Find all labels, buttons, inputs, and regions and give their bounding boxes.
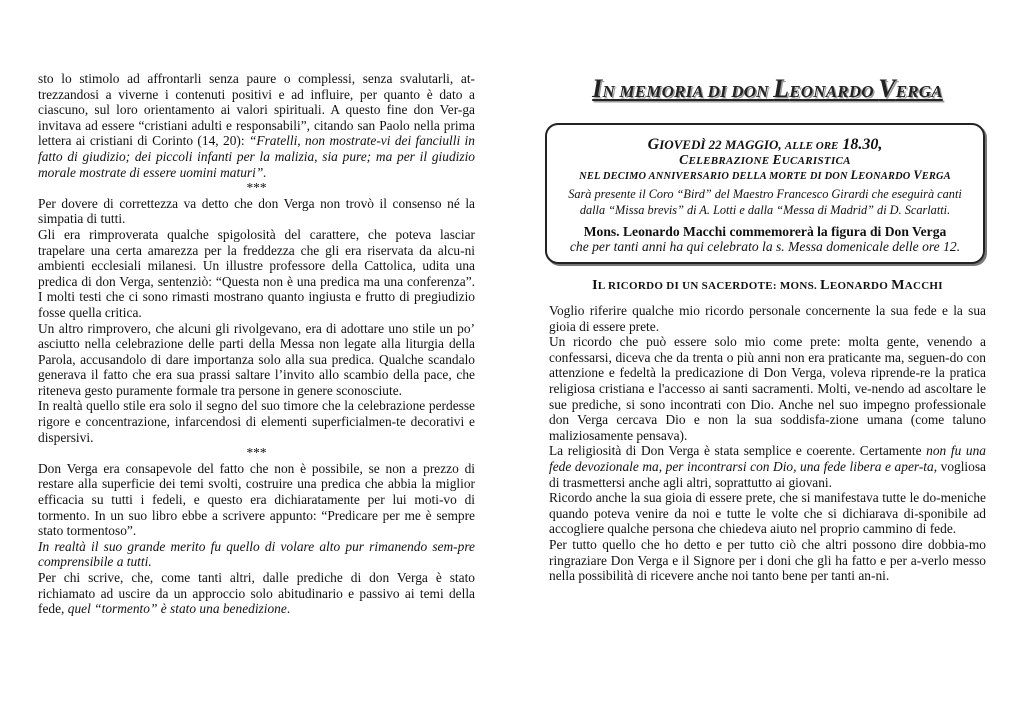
- paragraph: Per tutto quello che ho detto e per tutto ciò che altri possono dire dobbia-mo ringraziare Don Verga e il Signore per i doni che gli ha fatto e per a-verlo messo nella possibilità di ricevere anche noi tanto bene per tanti an-ni.: [549, 536, 986, 584]
- paragraph-italic: In realtà il suo grande merito fu quello di volare alto pur rimanendo sem-pre comprensibile a tutti.: [38, 538, 475, 570]
- event-title-line: CELEBRAZIONE EUCARISTICA: [679, 152, 851, 167]
- paragraph: In realtà quello stile era solo il segno del suo timore che la celebrazione perdesse rigore e concentrazione, infarcendosi di elementi superficialmen-te decorativi e dispersivi.: [38, 398, 475, 445]
- paragraph: Per dovere di correttezza va detto che don Verga non trovò il consenso né la simpatia di tutti.: [38, 195, 475, 227]
- event-anniversary-line: NEL DECIMO ANNIVERSARIO DELLA MORTE DI DON LEONARDO VERGA: [579, 168, 951, 182]
- paragraph: Un ricordo che può essere solo mio come prete: molta gente, venendo a confessarsi, diceva che da trenta o più anni non era praticante ma, seguen-do con attenzione e fedeltà la predicazione di Don Verga, voleva riprende-re la pratica religiosa cristiana e l'accesso ai santi sacramenti. Molti, ve-nendo ad ascoltare le sue prediche, si sono incontrati con Dio. Anche nel suo impegno professionale don Verga cercava Dio e non la sua soddisfa-zione umana (come taluno maliziosamente pensava).: [549, 334, 986, 443]
- event-mass-note: che per tanti anni ha qui celebrato la s. Messa domenicale delle ore 12.: [569, 239, 961, 254]
- left-column: [38, 71, 475, 617]
- paragraph: Ricordo anche la sua gioia di essere prete, che si manifestava tutte le do-meniche quando poteva venire da noi e tutte le volte che si dichiarava di-sponibile ad accogliere qualche persona che chiedeva aiuto nel proprio cammino di fede.: [549, 490, 986, 537]
- paragraph: Un altro rimprovero, che alcuni gli rivolgevano, era di adottare uno stile un po’ asciutto nella celebrazione delle parti della Messa non legate alla liturgia della Parola, accusandolo di dare importanza solo alla sua predica. Qualche scandalo generava il fatto che era sua prassi saltare l’invito allo scambio della pace, che riteneva gesto puramente formale tra persone in genere sconosciute.: [38, 320, 475, 398]
- separator-stars: ***: [246, 445, 267, 461]
- event-commemoration: Mons. Leonardo Macchi commemorerà la figura di Don Verga: [583, 224, 947, 239]
- paragraph: Don Verga era consapevole del fatto che non è possibile, se non a prezzo di restare alla superficie dei temi svolti, costruire una predica che abbia la miglior efficacia su tutti i fedeli, e questo era dichiaratamente per lui moti-vo di tormento. In un suo libro ebbe a scrivere appunto: “Predicare per me è sempre stato tormentoso”.: [38, 460, 475, 539]
- page-title: IN MEMORIA DI DON LEONARDO VERGA: [592, 74, 943, 103]
- paragraph: Per chi scrive, che, come tanti altri, dalle prediche di don Verga è stato richiamato ad uscire da un approccio solo abitudinario e passivo ai temi della fede, quel “tormento” è stato una benedizione.: [38, 570, 475, 617]
- right-column: [549, 303, 986, 584]
- event-date-line: GIOVEDÌ 22 MAGGIO, ALLE ORE 18.30,: [647, 136, 883, 153]
- event-announcement-box: [545, 123, 985, 264]
- paragraph: Gli era rimproverata qualche spigolosità del carattere, che poteva lasciar trapelare una certa amarezza per la freddezza che gli era riservata da alcu-ni ambienti ecclesiali milanesi. Un illustre professore della Cattolica, udita una predica di don Verga, sentenziò: “Questa non è una predica ma una conferenza”. I molti testi che ci sono rimasti mostrano quanto ingiusta e frutto di pregiudizio fosse quella critica.: [38, 226, 475, 320]
- paragraph: Voglio riferire qualche mio ricordo personale concernente la sua fede e la sua gioia di essere prete.: [549, 303, 986, 334]
- paragraph: La religiosità di Don Verga è stata semplice e coerente. Certamente non fu una fede devozionale ma, per incontrarsi con Dio, una fede libera e aper-ta, vogliosa di trasmettersi anche agli altri, soprattutto ai giovani.: [549, 443, 987, 490]
- event-choir-text: Sarà presente il Coro “Bird” del Maestro Francesco Girardi che eseguirà canti dalla “Missa brevis” di A. Lotti e dalla “Messa di Madrid” di D. Scarlatti.: [568, 187, 962, 217]
- paragraph: sto lo stimolo ad affrontarli senza paure o complessi, senza svalutarli, at-trezzandosi a viverne i contenuti positivi e ad influire, per quanto è dato a ciascuno, sul loro orientamento ai valori spirituali. A questo fine don Ver-ga invitava ad essere “cristiani adulti e responsabili”, citando san Paolo nella prima lettera ai cristiani di Corinto (14, 20): “Fratelli, non mostrate-vi dei fanciulli in fatto di giudizio; dei piccoli infanti per la malizia, sia pure; ma per il giudizio morale mostrate di essere uomini maturi”.: [38, 71, 475, 180]
- quote-italic: “Fratelli, non mostrate-vi dei fanciulli in fatto di giudizio; dei piccoli infanti per la malizia, sia pure; ma per il giudizio morale mostrate di essere uomini maturi”.: [38, 133, 475, 180]
- section-heading: IL RICORDO DI UN SACERDOTE: MONS. LEONARDO MACCHI: [592, 278, 943, 293]
- separator-stars: ***: [246, 180, 267, 196]
